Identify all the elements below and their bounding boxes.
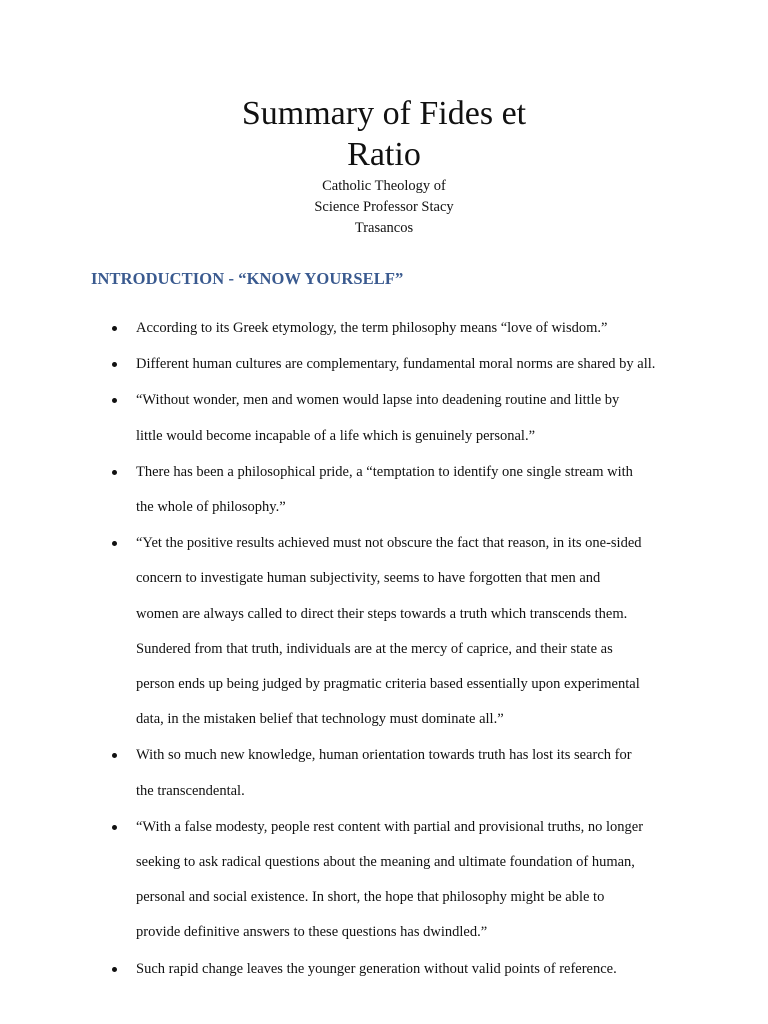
bullet-item <box>0 952 768 987</box>
bullet-text-line: the transcendental. <box>136 782 245 799</box>
bullet-text-line: women are always called to direct their steps towards a truth which transcends them. <box>136 605 628 622</box>
bullet-item <box>0 383 768 453</box>
bullet-item <box>0 311 768 346</box>
bullet-item <box>0 526 768 737</box>
bullet-dot-icon <box>112 362 117 367</box>
bullet-text-line: Different human cultures are complementary, fundamental moral norms are shared by all. <box>136 356 656 373</box>
section-heading: INTRODUCTION - “KNOW YOURSELF” <box>91 269 404 288</box>
bullet-dot-icon <box>112 398 117 403</box>
bullet-text-line: person ends up being judged by pragmatic criteria based essentially upon experimental <box>136 676 640 693</box>
bullet-dot-icon <box>112 470 117 475</box>
title-line: Ratio <box>347 136 421 173</box>
bullet-text-line: Such rapid change leaves the younger generation without valid points of reference. <box>136 960 617 977</box>
title-line: Summary of Fides et <box>241 95 527 132</box>
bullet-dot-icon <box>112 825 117 830</box>
bullet-item <box>0 810 768 951</box>
bullet-text-line: “Without wonder, men and women would lapse into deadening routine and little by <box>136 392 620 409</box>
document-subtitle <box>0 176 768 239</box>
bullet-text-line: Sundered from that truth, individuals are at the mercy of caprice, and their state as <box>136 640 613 657</box>
bullet-text-line: There has been a philosophical pride, a “temptation to identify one single stream with <box>136 463 633 480</box>
bullet-text-line: According to its Greek etymology, the term philosophy means “love of wisdom.” <box>136 320 608 336</box>
bullet-list <box>0 311 768 988</box>
bullet-text-line: “With a false modesty, people rest content with partial and provisional truths, no longer <box>136 818 644 835</box>
bullet-item <box>0 738 768 808</box>
bullet-text-line: “Yet the positive results achieved must not obscure the fact that reason, in its one-sided <box>136 535 642 552</box>
bullet-text-line: With so much new knowledge, human orientation towards truth has lost its search for <box>136 747 632 764</box>
bullet-text-line: little would become incapable of a life which is genuinely personal.” <box>136 427 536 444</box>
bullet-item <box>0 455 768 525</box>
bullet-dot-icon <box>112 326 117 331</box>
document-title <box>0 93 768 175</box>
subtitle-line: Trasancos <box>354 220 414 236</box>
bullet-text-line: seeking to ask radical questions about the meaning and ultimate foundation of human, <box>136 854 635 871</box>
bullet-dot-icon <box>112 753 117 758</box>
bullet-text-line: data, in the mistaken belief that technology must dominate all.” <box>136 711 504 728</box>
subtitle-line: Catholic Theology of <box>322 178 446 194</box>
bullet-text-line: provide definitive answers to these questions has dwindled.” <box>136 924 488 941</box>
bullet-text-line: concern to investigate human subjectivity, seems to have forgotten that men and <box>136 570 601 587</box>
bullet-text-line: the whole of philosophy.” <box>136 499 286 516</box>
bullet-item <box>0 347 768 382</box>
subtitle-line: Science Professor Stacy <box>314 199 454 215</box>
bullet-dot-icon <box>112 541 117 546</box>
bullet-dot-icon <box>112 967 117 972</box>
bullet-text-line: personal and social existence. In short, the hope that philosophy might be able to <box>136 889 605 906</box>
